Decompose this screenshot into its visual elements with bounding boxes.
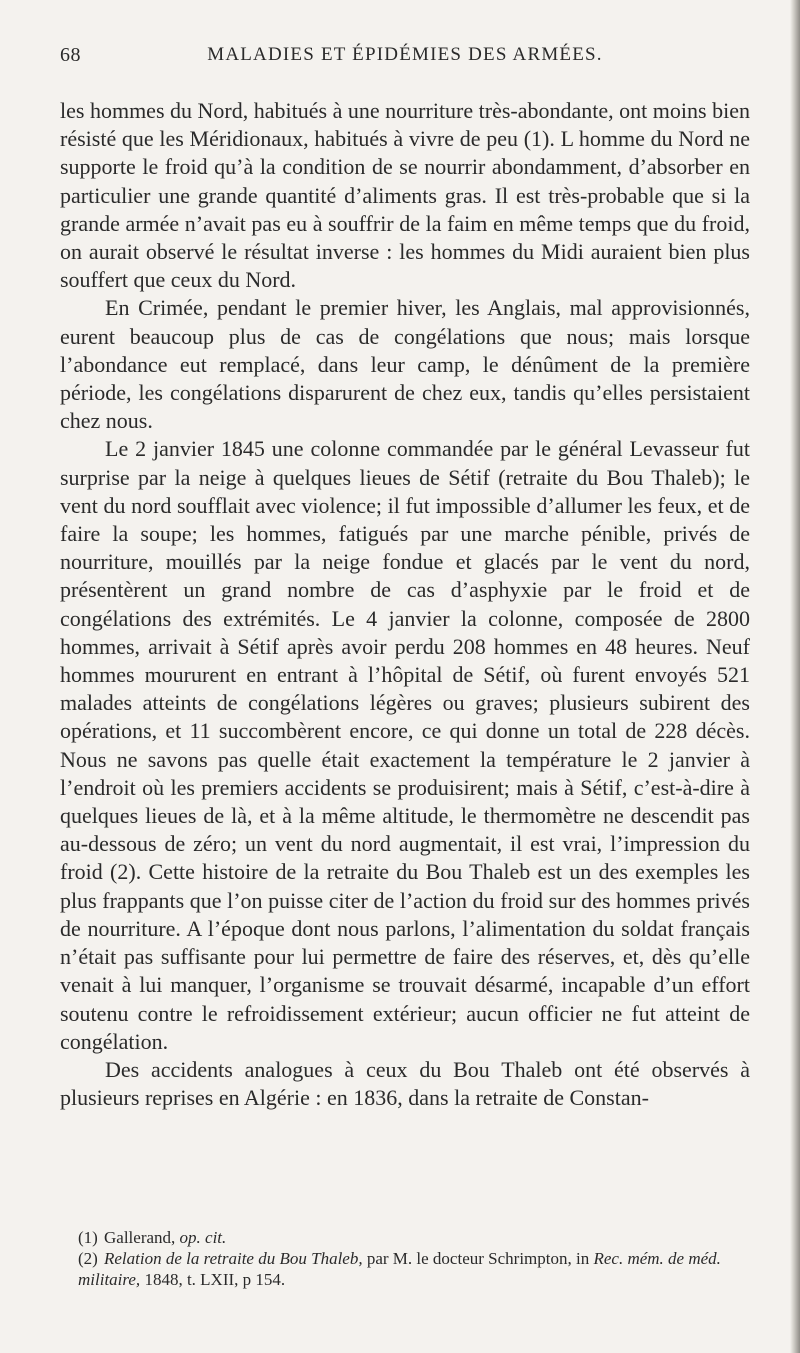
page-header	[60, 44, 750, 74]
footnote-1	[60, 1227, 750, 1248]
running-title: MALADIES ET ÉPIDÉMIES DES ARMÉES.	[207, 44, 603, 65]
footnote-2-journal: Rec. mém. de méd. militaire,	[78, 1249, 721, 1289]
paragraph-3: Le 2 janvier 1845 une colonne commandée par le général Levasseur fut surprise par la neige à quelques lieues de Sétif (retraite du Bou Thaleb); le vent du nord soufflait avec violence; il fut impossible d’allumer les feux, et de faire la soupe; les hommes, fatigués par une marche pénible, privés de nourriture, mouillés par la neige fondue et glacés par le vent du nord, présentèrent un grand nombre de cas d’asphyxie par le froid et de congélations des extrémités. Le 4 janvier la colonne, composée de 2800 hommes, arrivait à Sétif après avoir perdu 208 hommes en 48 heures. Neuf hommes moururent en entrant à l’hôpital de Sétif, où furent envoyés 521 malades atteints de congélations légères ou graves; plusieurs subirent des opérations, et 11 succombèrent encore, ce qui donne un total de 228 décès. Nous ne savons pas quelle était exactement la température le 2 janvier à l’endroit où les premiers accidents se produisirent; mais à Sétif, c’est-à-dire à quelques lieues de là, et à la même altitude, le thermomètre ne descendit pas au-dessous de zéro; un vent du nord augmentait, il est vrai, l’impression du froid (2). Cette histoire de la retraite du Bou Thaleb est un des exemples les plus frappants que l’on puisse citer de l’action du froid sur des hommes privés de nourriture. A l’époque dont nous parlons, l’alimentation du soldat français n’était pas suffisante pour lui permettre de faire des réserves, et, dès qu’elle venait à lui manquer, l’organisme se trouvait désarmé, incapable d’un effort soutenu contre le refroidissement extérieur; aucun officier ne fut atteint de congélation.	[60, 436, 750, 1054]
footnote-2-title: Relation de la retraite du Bou Thaleb,	[104, 1249, 363, 1268]
page-edge-shadow	[790, 0, 800, 1353]
footnote-2-author: par M. le docteur Schrimpton, in	[362, 1249, 594, 1268]
footnotes	[60, 1227, 750, 1290]
footnote-1-author: Gallerand,	[104, 1228, 180, 1247]
page-number: 68	[60, 44, 81, 66]
footnote-1-ref: op. cit.	[179, 1228, 227, 1247]
paragraph-4: Des accidents analogues à ceux du Bou Thaleb ont été observés à plusieurs reprises en Algérie : en 1836, dans la retraite de Constan-	[60, 1056, 750, 1111]
footnote-2-label: (2)	[78, 1249, 98, 1268]
footnote-2	[60, 1248, 750, 1290]
footnote-1-label: (1)	[78, 1228, 98, 1247]
paragraph-2: En Crimée, pendant le premier hiver, les Anglais, mal approvisionnés, eurent beaucoup plus de cas de congélations que nous; mais lorsque l’abondance eut remplacé, dans leur camp, le dénûment de la première période, les congélations disparurent de chez eux, tandis qu’elles persistaient chez nous.	[60, 295, 750, 434]
footnote-2-citation: 1848, t. LXII, p 154.	[140, 1270, 286, 1289]
paragraph-1: les hommes du Nord, habitués à une nourriture très-abondante, ont moins bien résisté que les Méridionaux, habitués à vivre de peu (1). L homme du Nord ne supporte le froid qu’à la condition de se nourrir abondamment, d’absorber en particulier une grande quantité d’aliments gras. Il est très-probable que si la grande armée n’avait pas eu à souffrir de la faim en même temps que du froid, on aurait observé le résultat inverse : les hommes du Midi auraient bien plus souffert que ceux du Nord.	[60, 98, 750, 293]
body-text	[60, 97, 750, 1112]
